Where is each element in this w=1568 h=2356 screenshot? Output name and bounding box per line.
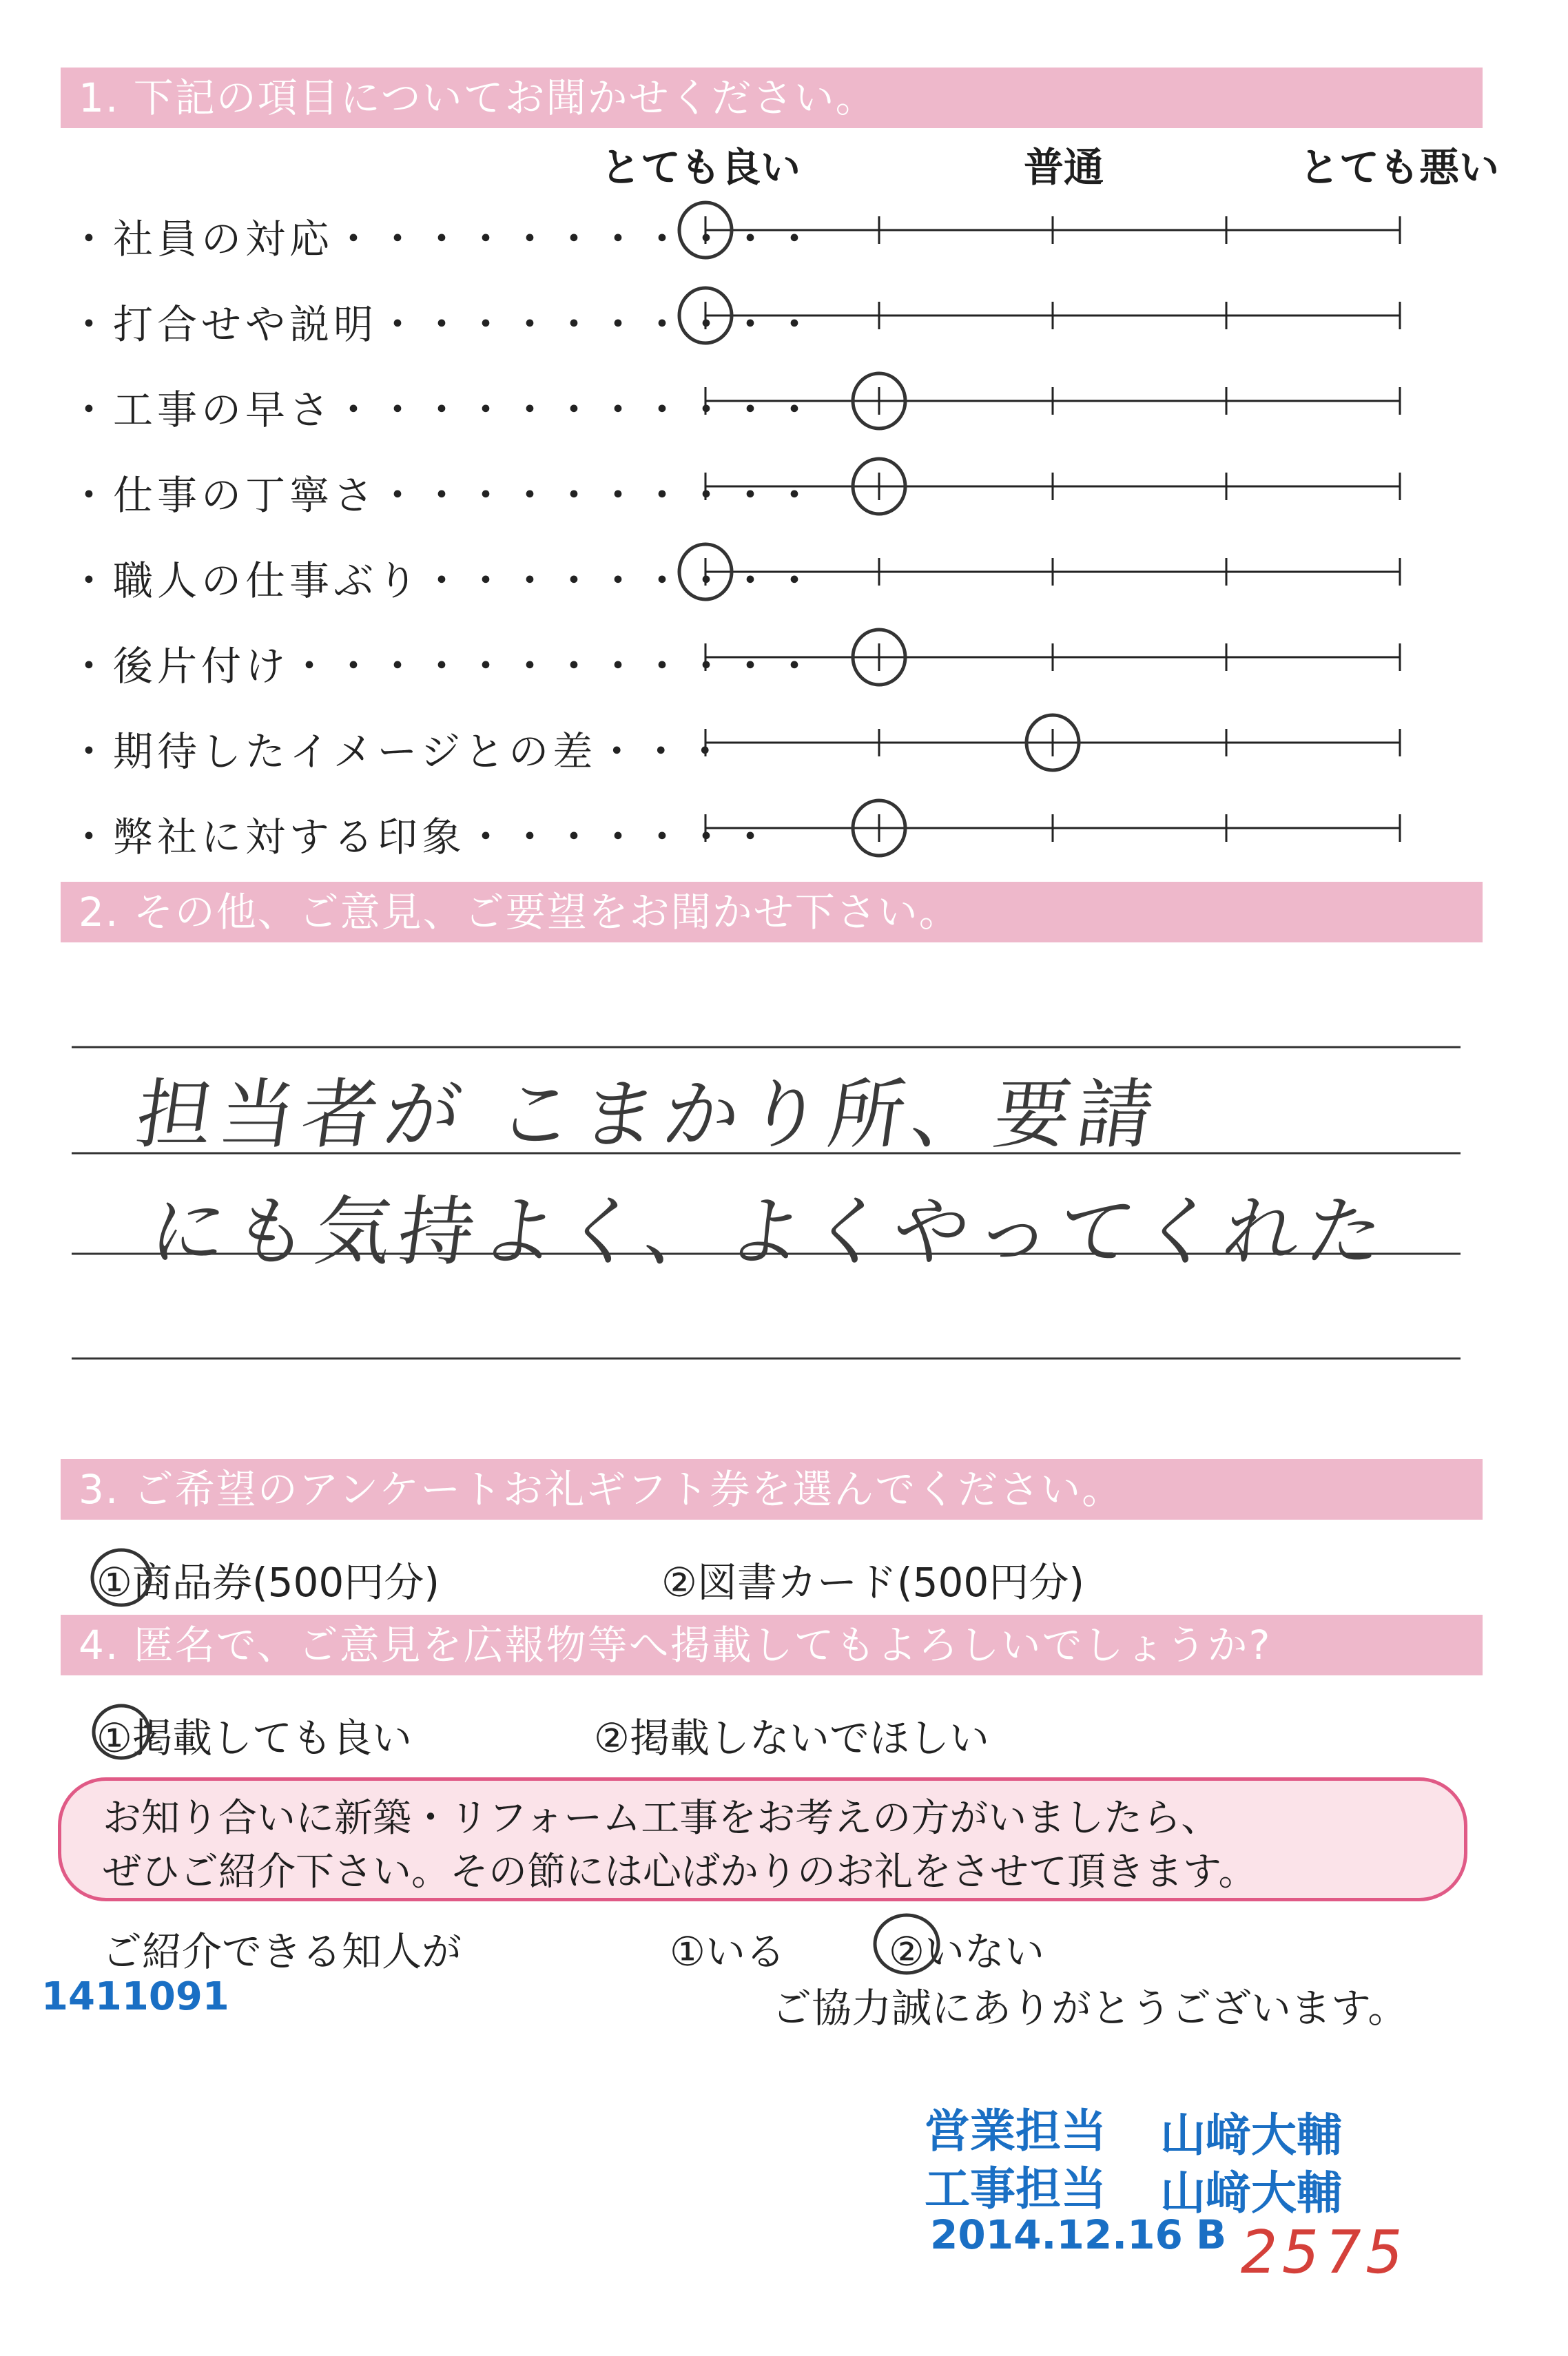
row-label-work-carefulness: ・仕事の丁寧さ・・・・・・・・・・: [69, 472, 819, 519]
handwritten-comment-line-2: にも気持よく、よくやってくれた: [144, 1188, 1396, 1276]
scale-label-very-bad: とても悪い: [1299, 144, 1500, 191]
row-label-construction-speed: ・工事の早さ・・・・・・・・・・・: [69, 386, 819, 433]
referral-label: ご紹介できる知人が: [102, 1928, 462, 1975]
section1-heading: 1. 下記の項目についてお聞かせください。: [61, 68, 1483, 128]
section3-heading: 3. ご希望のアンケートお礼ギフト券を選んでください。: [61, 1459, 1483, 1520]
row-label-craftsman-work: ・職人の仕事ぶり・・・・・・・・・: [69, 557, 819, 604]
notice-line-1: お知り合いに新築・リフォーム工事をお考えの方がいましたら、: [103, 1796, 1220, 1841]
handwritten-number: 2575: [1234, 2218, 1414, 2287]
thanks-text: ご協力誠にありがとうございます。: [772, 1985, 1408, 2032]
scale-label-neutral: 普通: [1024, 144, 1104, 191]
survey-code: B: [1196, 2211, 1227, 2258]
sales-name: 山﨑大輔: [1160, 2109, 1342, 2162]
handwritten-comment-line-1: 担当者が こまかり所、要請: [130, 1071, 1166, 1159]
gift-option-book-card[interactable]: ②図書カード(500円分): [661, 1559, 1084, 1606]
row-label-expectation-gap: ・期待したイメージとの差・・・: [69, 728, 730, 775]
section4-heading: 4. 匿名で、ご意見を広報物等へ掲載してもよろしいでしょうか?: [61, 1615, 1483, 1675]
notice-line-2: ぜひご紹介下さい。その節には心ばかりのお礼をさせて頂きます。: [103, 1850, 1257, 1894]
row-label-staff-response: ・社員の対応・・・・・・・・・・・: [69, 216, 819, 262]
section2-heading: 2. その他、ご意見、ご要望をお聞かせ下さい。: [61, 882, 1483, 942]
referral-notice: [58, 1777, 1467, 1901]
referral-option-yes[interactable]: ①いる: [670, 1928, 785, 1975]
row-label-meeting-explanation: ・打合せや説明・・・・・・・・・・: [69, 301, 819, 348]
survey-date: 2014.12.16: [930, 2211, 1183, 2258]
row-label-cleanup: ・後片付け・・・・・・・・・・・・: [69, 643, 819, 690]
row-label-company-impression: ・弊社に対する印象・・・・・・・: [69, 814, 775, 860]
sales-label: 営業担当: [925, 2105, 1106, 2158]
construction-name: 山﨑大輔: [1160, 2167, 1342, 2220]
publish-option-ok[interactable]: ①掲載しても良い: [96, 1715, 412, 1761]
referral-option-no[interactable]: ②いない: [889, 1928, 1044, 1975]
id-number: 1411091: [41, 1974, 229, 2019]
construction-label: 工事担当: [925, 2162, 1106, 2215]
publish-option-no[interactable]: ②掲載しないでほしい: [594, 1715, 989, 1761]
scale-label-very-good: とても良い: [601, 144, 801, 191]
gift-option-voucher[interactable]: ①商品券(500円分): [96, 1559, 440, 1606]
